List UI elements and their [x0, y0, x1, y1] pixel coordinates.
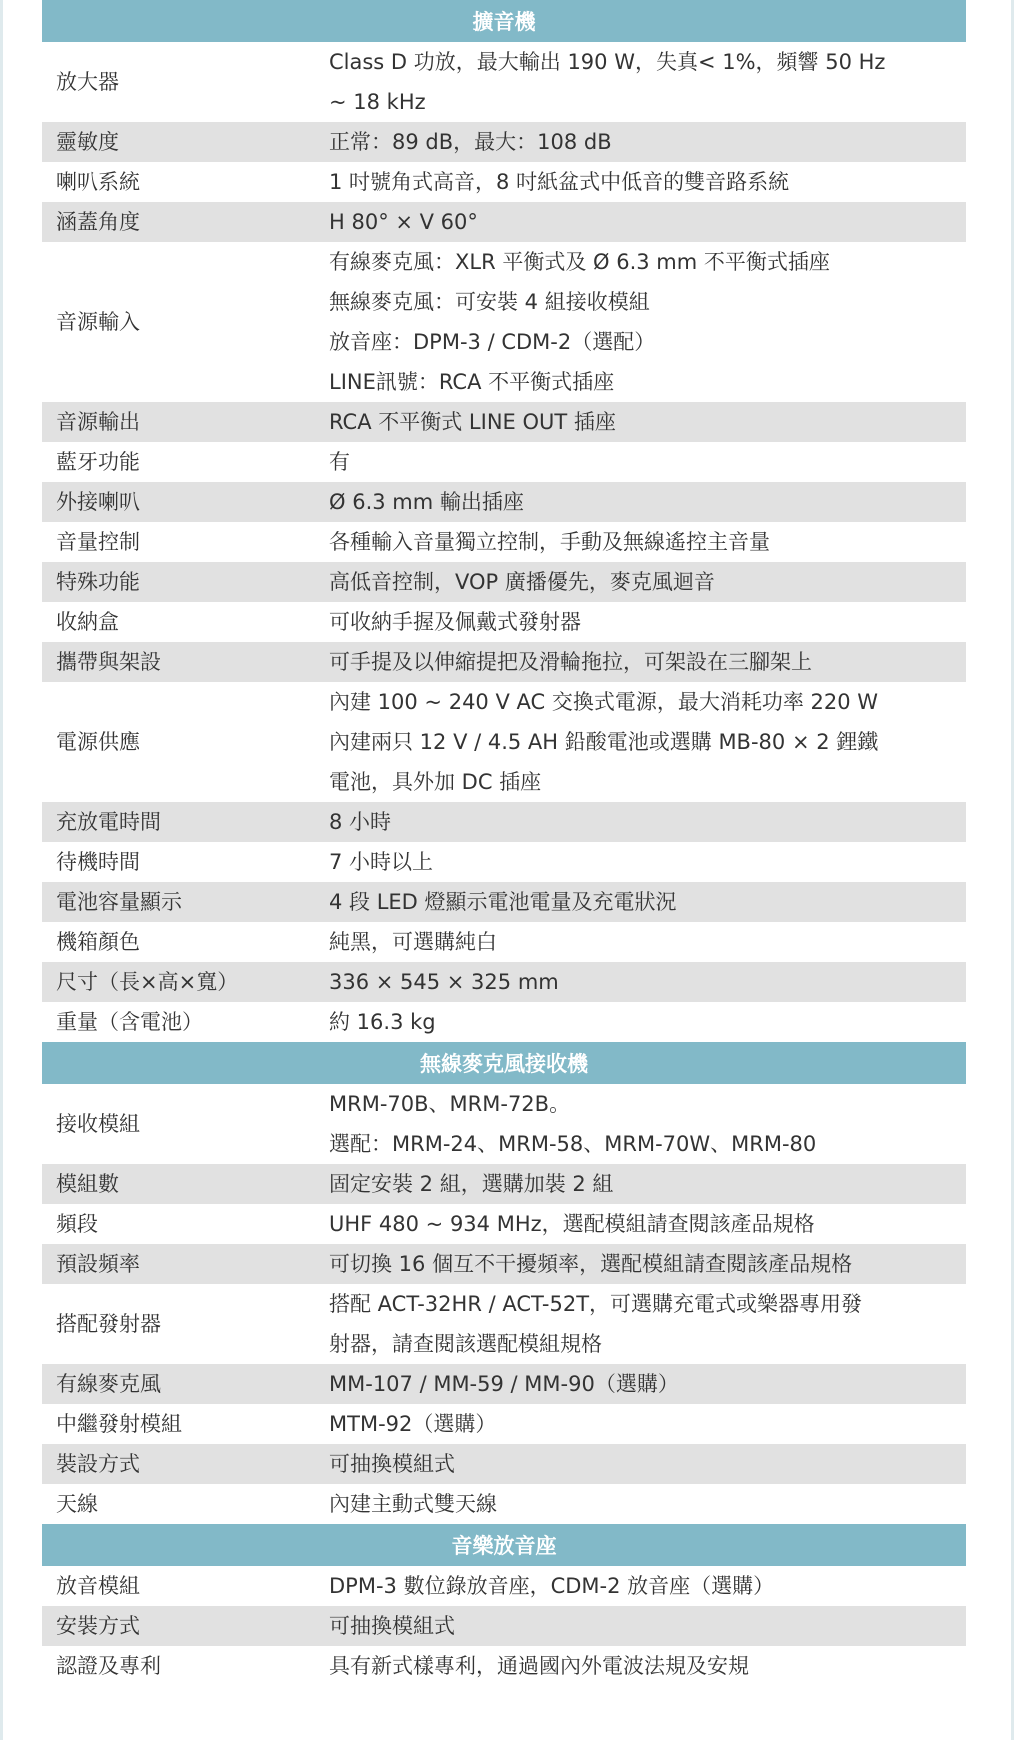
spec-row — [42, 1244, 966, 1284]
spec-row — [42, 602, 966, 642]
spec-value — [329, 642, 966, 682]
spec-value — [329, 1444, 966, 1484]
spec-value-line: 具有新式樣專利，通過國內外電波法規及安規 — [329, 1654, 749, 1678]
spec-label: 收納盒 — [56, 610, 119, 634]
spec-value-line: 有線麥克風：XLR 平衡式及 Ø 6.3 mm 不平衡式插座 — [329, 250, 830, 274]
spec-label: 安裝方式 — [56, 1614, 140, 1638]
spec-row — [42, 1566, 966, 1606]
spec-label: 涵蓋角度 — [56, 210, 140, 234]
spec-value — [329, 402, 966, 442]
spec-value-line: MM-107 / MM-59 / MM-90（選購） — [329, 1372, 679, 1396]
spec-row — [42, 442, 966, 482]
spec-label: 頻段 — [56, 1212, 98, 1236]
spec-row — [42, 202, 966, 242]
spec-label: 藍牙功能 — [56, 450, 140, 474]
spec-row — [42, 962, 966, 1002]
spec-label: 搭配發射器 — [56, 1312, 161, 1336]
spec-value — [329, 42, 966, 122]
spec-label: 待機時間 — [56, 850, 140, 874]
spec-row — [42, 922, 966, 962]
spec-value — [329, 682, 966, 802]
spec-value-line: 電池，具外加 DC 插座 — [329, 770, 542, 794]
spec-value-line: 可手提及以伸縮提把及滑輪拖拉，可架設在三腳架上 — [329, 650, 812, 674]
spec-label: 音源輸入 — [56, 310, 140, 334]
spec-label: 認證及專利 — [56, 1654, 161, 1678]
spec-row — [42, 642, 966, 682]
spec-value — [329, 242, 966, 402]
spec-value-line: 純黑，可選購純白 — [329, 930, 497, 954]
spec-table — [42, 0, 966, 1686]
spec-row — [42, 842, 966, 882]
spec-label: 天線 — [56, 1492, 98, 1516]
spec-value — [329, 122, 966, 162]
spec-value — [329, 1646, 966, 1686]
spec-value-line: MRM-70B、MRM-72B。 — [329, 1092, 571, 1116]
spec-value-line: UHF 480 ~ 934 MHz，選配模組請查閱該產品規格 — [329, 1212, 815, 1236]
spec-value — [329, 1164, 966, 1204]
spec-row — [42, 1484, 966, 1524]
spec-value-line: Class D 功放，最大輸出 190 W，失真< 1%，頻響 50 Hz — [329, 50, 886, 74]
spec-label: 放音模組 — [56, 1574, 140, 1598]
spec-value — [329, 522, 966, 562]
spec-value-line: Ø 6.3 mm 輸出插座 — [329, 490, 524, 514]
spec-value-line: LINE訊號：RCA 不平衡式插座 — [329, 370, 615, 394]
spec-row — [42, 122, 966, 162]
spec-value-line: 正常：89 dB，最大：108 dB — [329, 130, 612, 154]
spec-value-line: H 80° × V 60° — [329, 210, 478, 234]
spec-value-line: 1 吋號角式高音，8 吋紙盆式中低音的雙音路系統 — [329, 170, 790, 194]
spec-value-line: 可收納手握及佩戴式發射器 — [329, 610, 581, 634]
spec-value — [329, 962, 966, 1002]
spec-value-line: 有 — [329, 450, 350, 474]
spec-label: 電池容量顯示 — [56, 890, 182, 914]
section-header: 無線麥克風接收機 — [42, 1042, 966, 1084]
spec-row — [42, 1364, 966, 1404]
spec-value-line: 搭配 ACT-32HR / ACT-52T，可選購充電式或樂器專用發 — [329, 1292, 863, 1316]
spec-row — [42, 1164, 966, 1204]
spec-row — [42, 1646, 966, 1686]
spec-value-line: 4 段 LED 燈顯示電池電量及充電狀況 — [329, 890, 677, 914]
page-border-left — [0, 0, 3, 1740]
spec-value — [329, 562, 966, 602]
spec-label: 重量（含電池） — [56, 1010, 203, 1034]
spec-row — [42, 162, 966, 202]
spec-label: 外接喇叭 — [56, 490, 140, 514]
spec-row — [42, 42, 966, 122]
spec-label: 充放電時間 — [56, 810, 161, 834]
spec-value — [329, 1566, 966, 1606]
spec-label: 預設頻率 — [56, 1252, 140, 1276]
spec-value-line: 7 小時以上 — [329, 850, 434, 874]
spec-value-line: 可抽換模組式 — [329, 1614, 455, 1638]
spec-label: 特殊功能 — [56, 570, 140, 594]
spec-value — [329, 1084, 966, 1164]
spec-value — [329, 882, 966, 922]
spec-value — [329, 1484, 966, 1524]
spec-value-line: 內建 100 ~ 240 V AC 交換式電源，最大消耗功率 220 W — [329, 690, 879, 714]
spec-row — [42, 802, 966, 842]
spec-label: 靈敏度 — [56, 130, 119, 154]
spec-value-line: 各種輸入音量獨立控制，手動及無線遙控主音量 — [329, 530, 770, 554]
spec-value-line: 336 × 545 × 325 mm — [329, 970, 559, 994]
spec-row — [42, 402, 966, 442]
spec-value-line: 射器，請查閱該選配模組規格 — [329, 1332, 602, 1356]
spec-row — [42, 1084, 966, 1164]
spec-row — [42, 882, 966, 922]
spec-label: 模組數 — [56, 1172, 119, 1196]
spec-label: 有線麥克風 — [56, 1372, 161, 1396]
spec-value — [329, 1364, 966, 1404]
section-header: 擴音機 — [42, 0, 966, 42]
spec-value-line: 內建主動式雙天線 — [329, 1492, 497, 1516]
spec-label: 喇叭系統 — [56, 170, 140, 194]
spec-value — [329, 162, 966, 202]
spec-label: 接收模組 — [56, 1112, 140, 1136]
spec-value-line: 高低音控制，VOP 廣播優先，麥克風迴音 — [329, 570, 715, 594]
spec-row — [42, 682, 966, 802]
spec-value-line: 約 16.3 kg — [329, 1010, 436, 1034]
spec-value-line: 無線麥克風：可安裝 4 組接收模組 — [329, 290, 650, 314]
spec-value-line: 可抽換模組式 — [329, 1452, 455, 1476]
spec-value-line: ~ 18 kHz — [329, 90, 426, 114]
spec-row — [42, 1606, 966, 1646]
spec-value-line: RCA 不平衡式 LINE OUT 插座 — [329, 410, 616, 434]
spec-value-line: 固定安裝 2 組，選購加裝 2 組 — [329, 1172, 614, 1196]
spec-value-line: 可切換 16 個互不干擾頻率，選配模組請查閱該產品規格 — [329, 1252, 853, 1276]
spec-value — [329, 1284, 966, 1364]
spec-value — [329, 1204, 966, 1244]
spec-value — [329, 202, 966, 242]
spec-value-line: 選配：MRM-24、MRM-58、MRM-70W、MRM-80 — [329, 1132, 817, 1156]
spec-row — [42, 242, 966, 402]
spec-label: 電源供應 — [56, 730, 140, 754]
spec-value — [329, 1244, 966, 1284]
spec-value — [329, 842, 966, 882]
spec-value — [329, 1606, 966, 1646]
spec-value — [329, 482, 966, 522]
spec-row — [42, 1444, 966, 1484]
spec-value-line: 內建兩只 12 V / 4.5 AH 鉛酸電池或選購 MB-80 × 2 鋰鐵 — [329, 730, 879, 754]
spec-row — [42, 562, 966, 602]
spec-value-line: DPM-3 數位錄放音座，CDM-2 放音座（選購） — [329, 1574, 775, 1598]
spec-label: 音量控制 — [56, 530, 140, 554]
spec-value-line: 放音座：DPM-3 / CDM-2（選配） — [329, 330, 656, 354]
spec-row — [42, 1284, 966, 1364]
section-header: 音樂放音座 — [42, 1524, 966, 1566]
spec-row — [42, 482, 966, 522]
spec-row — [42, 1002, 966, 1042]
spec-value — [329, 1404, 966, 1444]
spec-label: 尺寸（長×高×寬） — [56, 970, 239, 994]
spec-row — [42, 1404, 966, 1444]
spec-label: 音源輸出 — [56, 410, 140, 434]
spec-value-line: MTM-92（選購） — [329, 1412, 497, 1436]
spec-label: 放大器 — [56, 70, 119, 94]
spec-label: 裝設方式 — [56, 1452, 140, 1476]
spec-value — [329, 442, 966, 482]
spec-row — [42, 1204, 966, 1244]
spec-value — [329, 802, 966, 842]
spec-value — [329, 922, 966, 962]
spec-label: 中繼發射模組 — [56, 1412, 182, 1436]
spec-value — [329, 1002, 966, 1042]
spec-value-line: 8 小時 — [329, 810, 392, 834]
spec-row — [42, 522, 966, 562]
spec-label: 攜帶與架設 — [56, 650, 161, 674]
spec-label: 機箱顏色 — [56, 930, 140, 954]
spec-value — [329, 602, 966, 642]
